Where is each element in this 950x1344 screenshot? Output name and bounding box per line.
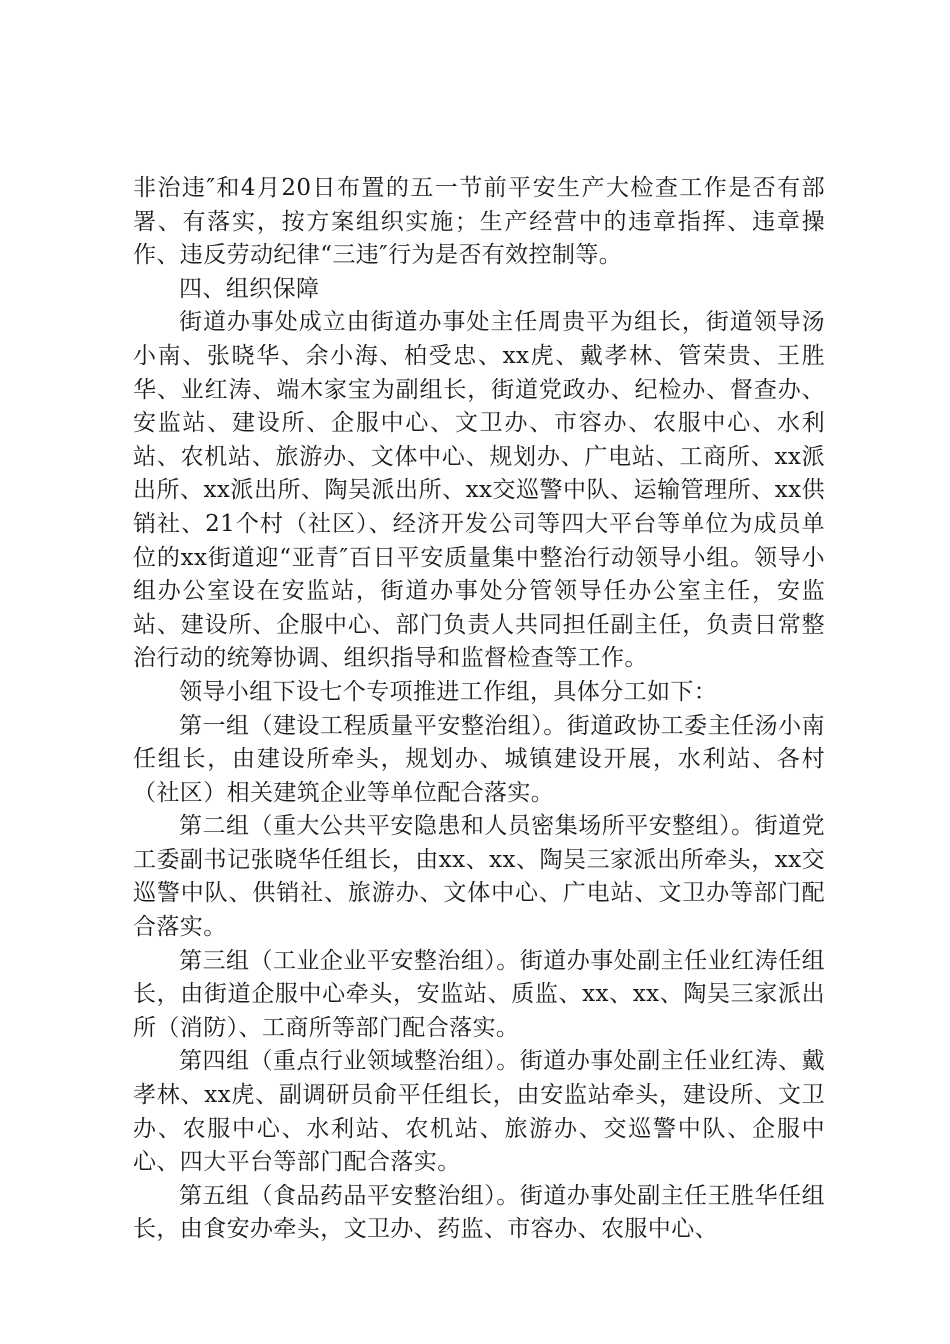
paragraph-group-4: 第四组（重点行业领域整治组）。街道办事处副主任业红涛、戴孝林、xx虎、副调研员俞平任组长，由安监站牵头，建设所、文卫办、农服中心、水利站、农机站、旅游办、交巡警中队、企服中心、四大平台等部门配合落实。 [133, 1048, 825, 1176]
paragraph-working-groups-intro: 领导小组下设七个专项推进工作组，具体分工如下： [179, 678, 718, 705]
section-heading-organization: 四、组织保障 [179, 275, 320, 302]
paragraph-leadership-group: 街道办事处成立由街道办事处主任周贵平为组长，街道领导汤小南、张晓华、余小海、柏受忠、xx虎、戴孝林、管荣贵、王胜华、业红涛、端木家宝为副组长，街道党政办、纪检办、督查办、安监站、建设所、企服中心、文卫办、市容办、农服中心、水利站、农机站、旅游办、文体中心、规划办、广电站、工商所、xx派出所、xx派出所、陶吴派出所、xx交巡警中队、运输管理所、xx供销社、21个村（社区）、经济开发公司等四大平台等单位为成员单位的xx街道迎“亚青″百日平安质量集中整治行动领导小组。领导小组办公室设在安监站，街道办事处分管领导任办公室主任，安监站、建设所、企服中心、部门负责人共同担任副主任，负责日常整治行动的统筹协调、组织指导和监督检查等工作。 [133, 309, 825, 672]
paragraph-group-5: 第五组（食品药品平安整治组）。街道办事处副主任王胜华任组长，由食安办牵头，文卫办、药监、市容办、农服中心、 [133, 1182, 825, 1243]
paragraph-group-3: 第三组（工业企业平安整治组）。街道办事处副主任业红涛任组长，由街道企服中心牵头，安监站、质监、xx、xx、陶吴三家派出所（消防）、工商所等部门配合落实。 [133, 947, 825, 1041]
paragraph-group-2: 第二组（重大公共平安隐患和人员密集场所平安整组）。街道党工委副书记张晓华任组长，由xx、xx、陶吴三家派出所牵头，xx交巡警中队、供销社、旅游办、文体中心、广电站、文卫办等部门配合落实。 [133, 813, 825, 941]
paragraph-group-1: 第一组（建设工程质量平安整治组）。街道政协工委主任汤小南任组长，由建设所牵头，规划办、城镇建设开展，水利站、各村（社区）相关建筑企业等单位配合落实。 [133, 712, 825, 806]
document-body [133, 172, 825, 1247]
paragraph-continuation: 非治违″和4月20日布置的五一节前平安生产大检查工作是否有部署、有落实，按方案组织实施；生产经营中的违章指挥、违章操作、违反劳动纪律“三违″行为是否有效控制等。 [133, 175, 825, 269]
